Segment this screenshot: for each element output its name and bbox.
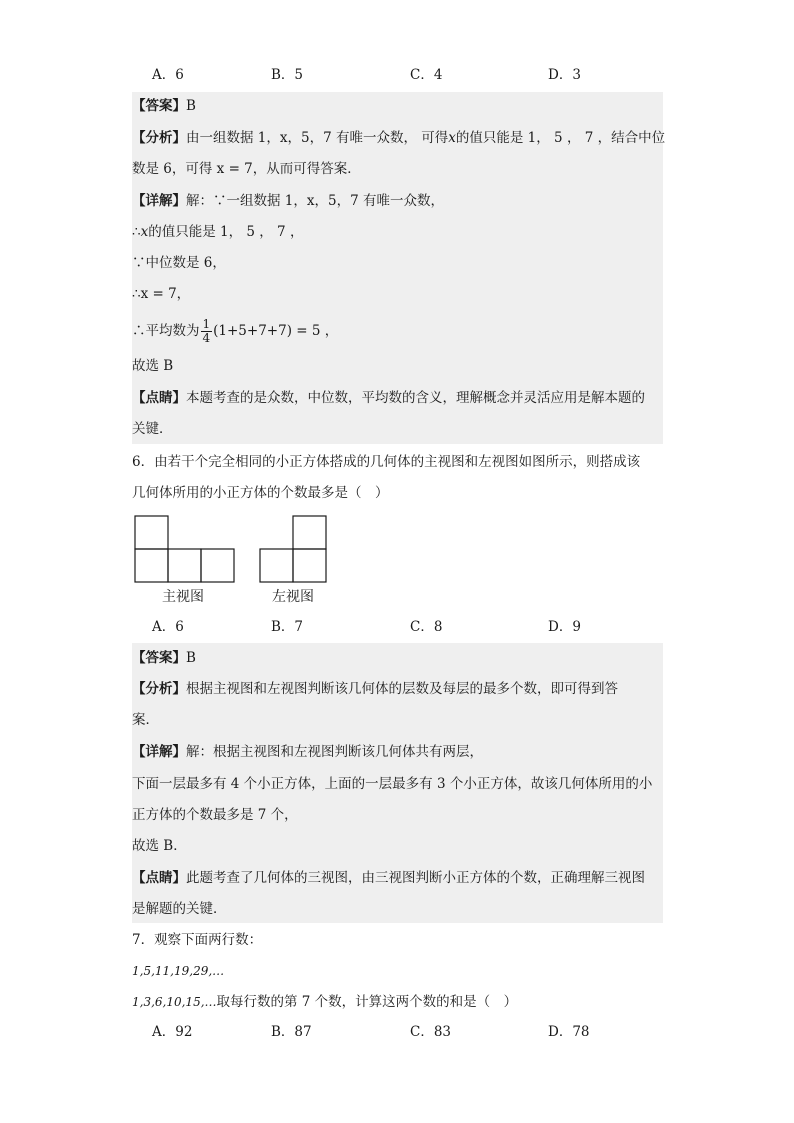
q5-option-b[interactable]: B．5 (271, 67, 304, 83)
q5-detail-line3: ∵中位数是 6， (132, 255, 226, 271)
q5-comment-line1: 【点睛】本题考查的是众数，中位数，平均数的含义，理解概念并灵活应用是解本题的 (132, 390, 645, 406)
q6-answer-line: 【答案】B (132, 650, 196, 666)
q6-detail-line4: 故选 B． (132, 838, 187, 854)
q6-option-d[interactable]: D．9 (548, 619, 581, 635)
q6-option-a[interactable]: A．6 (152, 619, 184, 635)
q5-detail-line6: 故选 B (132, 358, 174, 374)
q7-option-a[interactable]: A．92 (152, 1024, 193, 1040)
comment-tag: 【点睛】 (132, 870, 186, 886)
left-view-square (293, 516, 326, 549)
left-view-square (293, 549, 326, 582)
q6-comment-line2: 是解题的关键． (132, 901, 227, 917)
q6-detail-line3: 正方体的个数最多是 7 个， (132, 807, 298, 823)
q7-stem-line1: 7．观察下面两行数： (132, 932, 263, 948)
q6-analysis-line2: 案． (132, 712, 159, 728)
q5-analysis-line1: 【分析】由一组数据 1，x，5，7 有唯一众数， 可得x的值只能是 1， 5 ， 7 ，结合中位 (132, 130, 666, 146)
q6-detail-line2: 下面一层最多有 4 个小正方体，上面的一层最多有 3 个小正方体，故该几何体所用的小 (132, 776, 653, 792)
q6-detail-line1: 【详解】解：根据主视图和左视图判断该几何体共有两层， (132, 744, 483, 760)
q5-detail-line4: ∴x = 7， (132, 286, 191, 302)
caption-front-view: 主视图 (162, 589, 204, 605)
front-view-square (168, 549, 201, 582)
detail-tag: 【详解】 (132, 193, 186, 209)
q5-option-a[interactable]: A．6 (152, 67, 184, 83)
q7-option-d[interactable]: D．78 (548, 1024, 590, 1040)
detail-tag: 【详解】 (132, 744, 186, 760)
q6-option-b[interactable]: B．7 (271, 619, 304, 635)
front-view-square (135, 549, 168, 582)
q5-detail-line5: ∴平均数为 $\frac{1}{4}$ (1+5+7+7) = 5 ， (132, 317, 339, 345)
caption-left-view: 左视图 (272, 589, 314, 605)
q6-analysis-line1: 【分析】根据主视图和左视图判断该几何体的层数及每层的最多个数，即可得到答 (132, 681, 618, 697)
q5-analysis-line2: 数是 6，可得 x = 7，从而可得答案． (132, 161, 361, 177)
left-view-square (260, 549, 293, 582)
fraction: $\frac{1}{4}$ (202, 317, 211, 345)
q5-answer-line: 【答案】B (132, 98, 196, 114)
q7-option-c[interactable]: C．83 (410, 1024, 452, 1040)
front-view-square (201, 549, 234, 582)
comment-tag: 【点睛】 (132, 390, 186, 406)
analysis-tag: 【分析】 (132, 681, 186, 697)
q5-comment-line2: 关键． (132, 421, 173, 437)
answer-tag: 【答案】 (132, 98, 186, 114)
q7-stem-line3: 1,3,6,10,15,…取每行数的第 7 个数，计算这两个数的和是（ ） (132, 994, 518, 1010)
q5-detail-line1: 【详解】解：∵一组数据 1，x，5，7 有唯一众数， (132, 193, 444, 209)
q7-sequence-2: 1,3,6,10,15,… (132, 995, 217, 1009)
q5-option-d[interactable]: D．3 (548, 67, 581, 83)
q6-option-c[interactable]: C．8 (410, 619, 443, 635)
front-view-square (135, 516, 168, 549)
q7-option-b[interactable]: B．87 (271, 1024, 312, 1040)
q6-stem-line2: 几何体所用的小正方体的个数最多是（ ） (132, 485, 389, 501)
q7-sequence-1: 1,5,11,19,29,… (132, 964, 225, 978)
q5-option-c[interactable]: C．4 (410, 67, 443, 83)
q5-detail-line2: ∴x的值只能是 1， 5 ， 7 ， (132, 224, 304, 240)
q6-stem-line1: 6．由若干个完全相同的小正方体搭成的几何体的主视图和左视图如图所示，则搭成该 (132, 454, 641, 470)
answer-tag: 【答案】 (132, 650, 186, 666)
analysis-tag: 【分析】 (132, 130, 186, 146)
q6-comment-line1: 【点睛】此题考查了几何体的三视图，由三视图判断小正方体的个数，正确理解三视图 (132, 870, 645, 886)
